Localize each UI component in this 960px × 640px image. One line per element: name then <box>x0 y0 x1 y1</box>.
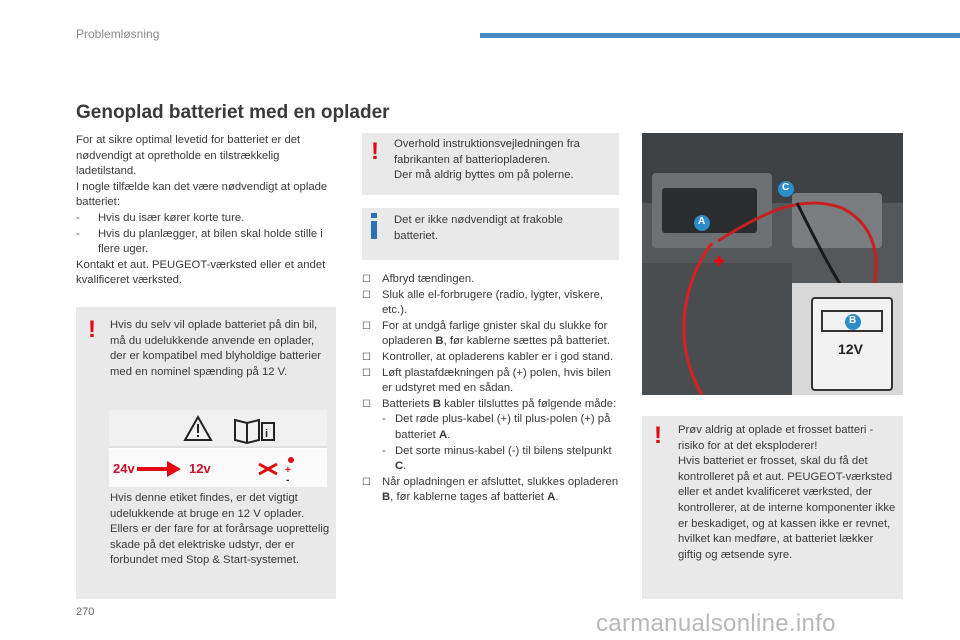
warning-charger-text: Hvis du selv vil oplade batteriet på din bil, må du udelukkende anvende en oplader, der er kompatibel med blyholdige batterier med en nominel spænding på 12 V. <box>110 319 321 378</box>
header-accent-bar <box>480 33 960 38</box>
intro-text <box>76 133 332 289</box>
step-item: ☐ Sluk alle el-forbrugere (radio, lygter, viskere, etc.). <box>362 288 620 319</box>
step-text: Når opladningen er afsluttet, slukkes opladeren B, før kablerne tages af batteriet A. <box>382 475 619 504</box>
warning-frozen-line: Hvis batteriet er frosset, skal du få det kontrolleret på et aut. PEUGEOT-værksted eller et andet kvalificeret værksted, der kontrollerer, at de interne komponenter ikke er beskadiget, og at kassen ikke er revnet, hvilket kan medføre, at batteriet lækker giftig og ætsende syre. <box>678 455 896 561</box>
intro-bullet-text: Hvis du især kører korte ture. <box>98 211 245 224</box>
warning-exclamation-icon: ! <box>654 422 662 449</box>
info-icon <box>369 213 379 239</box>
intro-closing: Kontakt et aut. PEUGEOT-værksted eller et andet kvalificeret værksted. <box>76 258 326 287</box>
callout-a: A <box>698 216 706 227</box>
warning-frozen-text <box>678 423 900 563</box>
step-item: ☐ Kontroller, at opladerens kabler er i god stand. <box>362 350 620 366</box>
intro-line: I nogle tilfælde kan det være nødvendigt at oplade batteriet: <box>76 180 328 209</box>
warning-instructions-line: Der må aldrig byttes om på polerne. <box>394 169 574 182</box>
step-item: ☐ For at undgå farlige gnister skal du slukke for opladeren B, før kablerne sættes på batteriet. <box>362 319 620 350</box>
charging-steps <box>362 272 620 506</box>
svg-text:-: - <box>286 475 290 486</box>
step-item: ☐ Batteriets B kabler tilsluttes på følgende måde: - Det røde plus-kabel (+) til plus-polen (+) på batteriet A. - Det sorte minus-kabel (-) til bilens stelpunkt C. <box>362 397 620 475</box>
page-number: 270 <box>76 606 95 618</box>
label-voltage-row <box>109 450 327 487</box>
step-text: Batteriets B kabler tilsluttes på følgende måde: - Det røde plus-kabel (+) til plus-polen (+) på batteriet A. - Det sorte minus-kabel (-) til bilens stelpunkt C. <box>382 397 620 475</box>
charger-voltage-label: 12V <box>838 341 863 357</box>
warning-frozen-line: Prøv aldrig at oplade et frosset batteri - risiko for at det eksploderer! <box>678 424 874 452</box>
svg-text:+: + <box>285 465 291 476</box>
svg-text:i: i <box>265 428 269 440</box>
warning-exclamation-icon: ! <box>371 138 379 165</box>
step-item: ☐ Når opladningen er afsluttet, slukkes opladeren B, før kablerne tages af batteriet A. <box>362 475 620 506</box>
step-text: Sluk alle el-forbrugere (radio, lygter, viskere, etc.). <box>382 288 604 317</box>
step-item: ☐ Afbryd tændingen. <box>362 272 620 288</box>
intro-bullet: - Hvis du især kører korte ture. <box>76 211 332 227</box>
step-item: ☐ Løft plastafdækningen på (+) polen, hvis bilen er udstyret med en sådan. <box>362 366 620 397</box>
step-text: Løft plastafdækningen på (+) polen, hvis bilen er udstyret med en sådan. <box>382 366 611 395</box>
warning-instructions-line: Overhold instruktionsvejledningen fra fabrikanten af batteriopladeren. <box>394 138 580 166</box>
watermark: carmanualsonline.info <box>596 610 836 637</box>
callout-c: C <box>782 182 790 193</box>
battery-label-graphic <box>109 410 327 487</box>
step-text: Kontroller, at opladerens kabler er i god stand. <box>382 350 614 363</box>
step-subitem: - Det røde plus-kabel (+) til plus-polen (+) på batteriet A. <box>382 413 611 441</box>
callout-b: B <box>849 315 857 326</box>
warning-manual-icon <box>109 410 327 448</box>
label-to-voltage: 12v <box>189 461 211 476</box>
label-note-text: Hvis denne etiket findes, er det vigtigt udelukkende at bruge en 12 V oplader. Ellers er der fare for at forårsage uoprettelig skade på det elektriske udstyr, der er forbundet med Stop & Start-systemet. <box>110 492 330 567</box>
charger-illustration <box>642 133 903 395</box>
step-text: For at undgå farlige gnister skal du slukke for opladeren B, før kablerne sættes på batteriet. <box>382 319 610 348</box>
section-header: Problemløsning <box>76 27 160 41</box>
label-from-voltage: 24v <box>113 461 135 476</box>
page-title: Genoplad batteriet med en oplader <box>76 102 390 123</box>
warning-exclamation-icon: ! <box>88 316 96 343</box>
info-disconnect-text: Det er ikke nødvendigt at frakoble batteriet. <box>394 214 563 242</box>
intro-line: For at sikre optimal levetid for batteriet er det nødvendigt at opretholde en tilstrækkelig ladetilstand. <box>76 134 301 178</box>
voltage-arrow-icon <box>109 450 327 487</box>
warning-instructions-text <box>394 137 614 184</box>
step-subitem: - Det sorte minus-kabel (-) til bilens stelpunkt C. <box>382 444 612 473</box>
label-symbols <box>109 410 327 448</box>
intro-bullet-text: Hvis du planlægger, at bilen skal holde stille i flere uger. <box>98 227 323 256</box>
step-text: Afbryd tændingen. <box>382 273 475 285</box>
engine-bay-image <box>642 133 903 395</box>
intro-bullet: - Hvis du planlægger, at bilen skal holde stille i flere uger. <box>76 227 332 258</box>
